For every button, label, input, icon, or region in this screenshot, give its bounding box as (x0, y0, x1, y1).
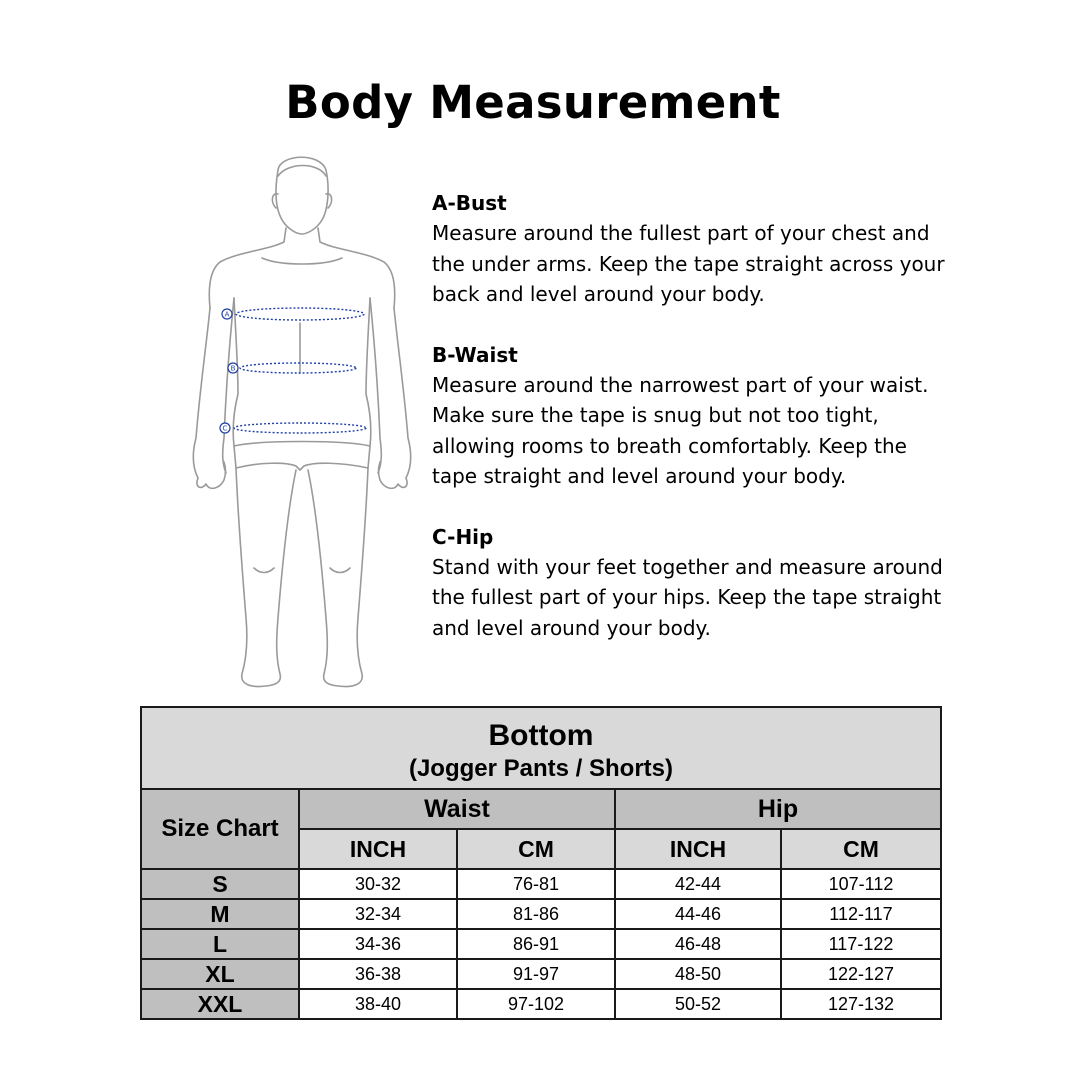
waist-cm-value: 86-91 (457, 929, 615, 959)
bust-heading: A-Bust (432, 191, 507, 215)
marker-c-label: C (222, 424, 228, 433)
waist-cm-value: 76-81 (457, 869, 615, 899)
hip-cm-value: 112-117 (781, 899, 941, 929)
body-outline-figure (180, 148, 420, 693)
hip-inch-value: 50-52 (615, 989, 781, 1019)
hip-inch-value: 42-44 (615, 869, 781, 899)
hip-heading: C-Hip (432, 524, 494, 549)
marker-a-label: A (224, 310, 230, 319)
hip-inch-header: INCH (615, 829, 781, 869)
waist-section (432, 340, 952, 492)
waist-inch-value: 30-32 (299, 869, 457, 899)
waist-cm-value: 91-97 (457, 959, 615, 989)
table-title-cell (141, 707, 941, 789)
bust-section (432, 188, 952, 310)
waist-cm-header: CM (457, 829, 615, 869)
waist-cm-value: 97-102 (457, 989, 615, 1019)
table-row (141, 959, 941, 989)
table-subtitle: (Jogger Pants / Shorts) (408, 755, 674, 782)
waist-inch-value: 38-40 (299, 989, 457, 1019)
hip-cm-value: 117-122 (781, 929, 941, 959)
hip-section (432, 522, 952, 644)
waist-heading: B-Waist (432, 342, 518, 367)
waist-inch-value: 32-34 (299, 899, 457, 929)
size-label: L (141, 929, 299, 959)
waist-inch-header: INCH (299, 829, 457, 869)
size-chart-header: Size Chart (141, 789, 299, 869)
table-row (141, 989, 941, 1019)
waist-inch-value: 36-38 (299, 959, 457, 989)
waist-group-header: Waist (299, 789, 615, 829)
size-label: M (141, 899, 299, 929)
measurement-instructions (432, 188, 952, 673)
hip-cm-value: 122-127 (781, 959, 941, 989)
size-label: XXL (141, 989, 299, 1019)
hip-cm-header: CM (781, 829, 941, 869)
table-title: Bottom (488, 719, 594, 752)
hip-group-header: Hip (615, 789, 941, 829)
hip-cm-value: 107-112 (781, 869, 941, 899)
marker-b-label: B (230, 364, 236, 373)
hip-inch-value: 48-50 (615, 959, 781, 989)
waist-inch-value: 34-36 (299, 929, 457, 959)
size-label: XL (141, 959, 299, 989)
table-row (141, 899, 941, 929)
hip-inch-value: 46-48 (615, 929, 781, 959)
table-row (141, 929, 941, 959)
bust-description: Measure around the fullest part of your chest and the under arms. Keep the tape straight across your back and level around your body. (432, 221, 945, 306)
hip-cm-value: 127-132 (781, 989, 941, 1019)
waist-description: Measure around the narrowest part of your waist. Make sure the tape is snug but not too tight, allowing rooms to breath comfortably. Keep the tape straight and level around your body. (432, 372, 929, 488)
page-title: Body Measurement (285, 76, 781, 129)
size-label: S (141, 869, 299, 899)
hip-inch-value: 44-46 (615, 899, 781, 929)
hip-description: Stand with your feet together and measure around the fullest part of your hips. Keep the tape straight and level around your body. (432, 554, 943, 640)
waist-cm-value: 81-86 (457, 899, 615, 929)
size-chart-table (140, 706, 942, 1020)
table-row (141, 869, 941, 899)
